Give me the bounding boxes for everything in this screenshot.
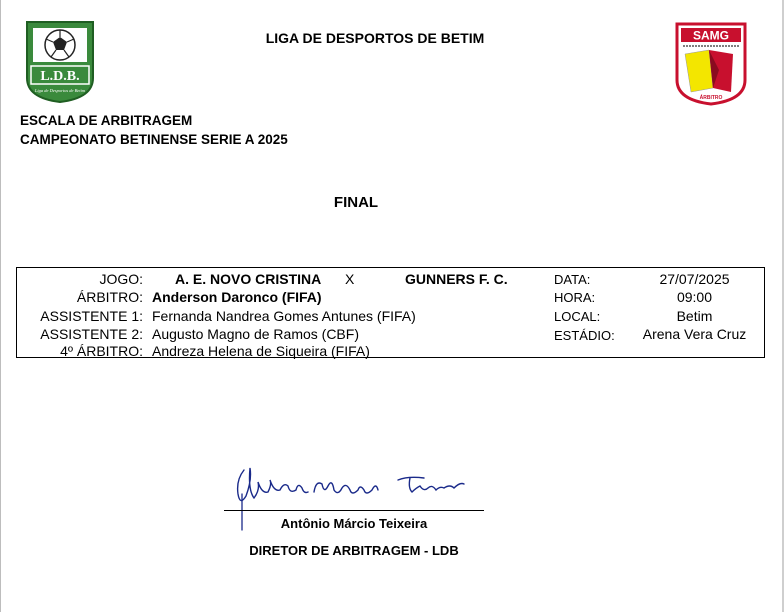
hora-label: HORA: bbox=[554, 290, 596, 305]
estadio-value: Arena Vera Cruz bbox=[642, 326, 747, 342]
samg-logo-subtext: ÁRBITRO bbox=[699, 95, 723, 101]
signer-role: DIRETOR DE ARBITRAGEM - LDB bbox=[249, 543, 459, 558]
hora-value: 09:00 bbox=[676, 289, 713, 305]
quarto-arbitro-label: 4º ÁRBITRO: bbox=[60, 343, 143, 359]
arbitro-value: Anderson Daronco (FIFA) bbox=[152, 289, 322, 305]
jogo-label: JOGO: bbox=[99, 271, 143, 287]
arbitro-label: ÁRBITRO: bbox=[76, 289, 143, 305]
samg-logo bbox=[675, 22, 747, 106]
match-info-box bbox=[16, 267, 765, 358]
ldb-logo-initials: L.D.B. bbox=[40, 69, 80, 84]
local-label: LOCAL: bbox=[554, 309, 601, 324]
quarto-arbitro-value: Andreza Helena de Siqueira (FIFA) bbox=[152, 343, 370, 359]
away-team: GUNNERS F. C. bbox=[405, 271, 508, 287]
ldb-logo-motto: Liga de Desportos de Betim bbox=[34, 88, 86, 93]
versus: X bbox=[345, 271, 355, 287]
signer-name: Antônio Márcio Teixeira bbox=[280, 516, 428, 531]
document-title: ESCALA DE ARBITRAGEM bbox=[20, 113, 193, 128]
assistente1-label: ASSISTENTE 1: bbox=[40, 308, 143, 324]
league-title: LIGA DE DESPORTOS DE BETIM bbox=[265, 30, 485, 46]
page-edge-left bbox=[0, 0, 1, 612]
samg-logo-text: SAMG bbox=[693, 28, 729, 43]
data-label: DATA: bbox=[554, 272, 591, 287]
data-value: 27/07/2025 bbox=[659, 271, 730, 287]
signature-line bbox=[224, 510, 484, 511]
championship-title: CAMPEONATO BETINENSE SERIE A 2025 bbox=[20, 132, 288, 147]
stage-title: FINAL bbox=[333, 194, 379, 211]
local-value: Betim bbox=[676, 308, 713, 324]
assistente1-value: Fernanda Nandrea Gomes Antunes (FIFA) bbox=[152, 308, 416, 324]
estadio-label: ESTÁDIO: bbox=[554, 328, 615, 343]
assistente2-label: ASSISTENTE 2: bbox=[40, 326, 143, 342]
home-team: A. E. NOVO CRISTINA bbox=[175, 271, 322, 287]
assistente2-value: Augusto Magno de Ramos (CBF) bbox=[152, 326, 359, 342]
